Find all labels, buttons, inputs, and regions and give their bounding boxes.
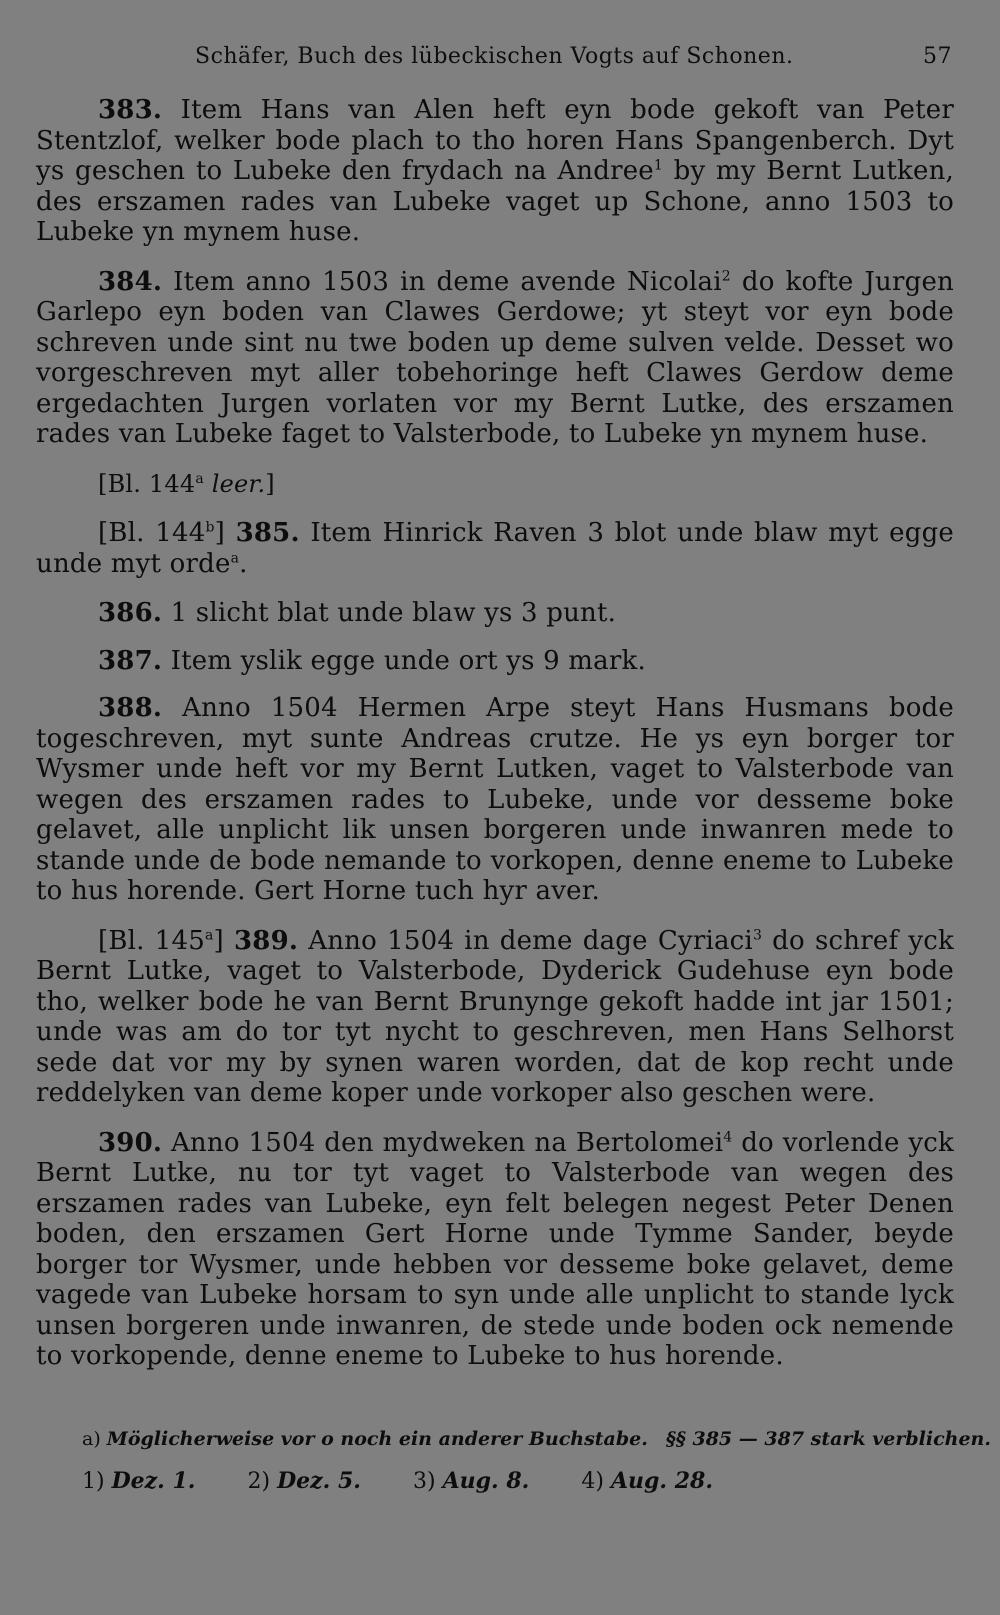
folio-close: ] xyxy=(213,925,224,956)
folio-side: b xyxy=(205,519,215,536)
footnote-ref: 3 xyxy=(752,926,763,943)
entry-390 xyxy=(36,1128,954,1372)
footnote-ref: 4 xyxy=(723,1128,733,1145)
footnotes xyxy=(82,1428,991,1512)
folio-blank-note xyxy=(98,469,954,500)
entry-number: 389. xyxy=(234,925,299,956)
footnote-label: a) xyxy=(82,1428,101,1450)
entry-text: Item Hinrick Raven 3 blot unde blaw myt egge unde myt orde xyxy=(36,518,955,579)
entry-386 xyxy=(36,598,954,629)
footnote-label: 2) xyxy=(247,1469,271,1494)
footnote-text: Dez. 5. xyxy=(277,1468,361,1494)
entry-385 xyxy=(36,518,954,579)
entry-388 xyxy=(36,693,954,907)
entry-387 xyxy=(36,646,954,677)
footnote-label: 3) xyxy=(413,1469,436,1494)
entry-text: Anno 1504 Hermen Arpe steyt Hans Husmans bode togeschreven, myt sunte Andreas crutze. He ys eyn borger tor Wysmer unde heft vor my Bernt Lutken, vaget to Valsterbode van wegen des erszamen rades to Lubeke, unde vor desseme boke gelavet, alle unplicht lik unsen borgeren unde inwanren mede to stande unde de bode nemande to vorkopen, denne eneme to Lubeke to hus horende. Gert Horne tuch hyr aver. xyxy=(36,693,954,906)
running-header xyxy=(0,40,1000,76)
footnote-text: §§ 385 — 387 stark verblichen. xyxy=(666,1428,991,1450)
entry-number: 385. xyxy=(235,518,300,548)
footnote-ref: 1 xyxy=(653,157,663,174)
footnote-text: Aug. 8. xyxy=(442,1468,530,1494)
entry-end: . xyxy=(239,548,248,579)
footnote-date xyxy=(413,1468,529,1494)
header-title: Schäfer, Buch des lübeckischen Vogts auf Schonen. xyxy=(195,44,794,69)
entry-text: Item yslik egge unde ort ys 9 mark. xyxy=(170,645,646,676)
folio-ref: [Bl. 144 xyxy=(98,469,196,498)
entry-number: 387. xyxy=(98,645,163,676)
folio-close: ] xyxy=(214,518,225,548)
entry-number: 390. xyxy=(98,1127,163,1158)
folio-ref: [Bl. 145 xyxy=(98,925,205,956)
entry-number: 383. xyxy=(98,95,163,125)
entry-text: do kofte Jurgen Garlepo eyn boden van Clawes Gerdowe; yt steyt vor eyn bode schreven unde sint nu twe boden up deme sulven velde. Desset wo vorgeschreven myt aller tobehoringe heft Clawes Gerdow deme ergedachten Jurgen vorlaten vor my Bernt Lutke, des erszamen rades van Lubeke faget to Valsterbode, to Lubeke yn mynem huse. xyxy=(36,266,954,449)
entry-384 xyxy=(36,267,954,450)
entry-text: Anno 1504 in deme dage Cyriaci xyxy=(308,925,753,956)
entry-389 xyxy=(36,926,954,1109)
folio-close: ] xyxy=(265,469,275,498)
footnote-text: Aug. 28. xyxy=(610,1468,714,1494)
footnote-text: Möglicherweise vor o noch ein anderer Buchstabe. xyxy=(106,1428,648,1450)
entry-text: Item Hans van Alen heft eyn bode gekoft van Peter Stentzlof, welker bode plach to tho horen Hans Spangenberch. Dyt ys geschen to Lubeke den frydach na Andree xyxy=(36,95,954,186)
entry-text: 1 slicht blat unde blaw ys 3 punt. xyxy=(170,598,617,628)
entry-text: Item anno 1503 in deme avende Nicolai xyxy=(173,266,722,297)
footnote-ref: a xyxy=(230,549,240,566)
entry-number: 386. xyxy=(98,598,163,628)
entry-number: 384. xyxy=(98,266,163,297)
footnote-label: 4) xyxy=(581,1469,604,1494)
entry-text: by my Bernt Lutken, des erszamen rades van Lubeke vaget up Schone, anno 1503 to Lubeke yn mynem huse. xyxy=(36,156,954,247)
folio-ref: [Bl. 144 xyxy=(98,518,206,548)
entry-text: do vorlende yck Bernt Lutke, nu tor tyt vaget to Valsterbode van wegen des erszamen rades van Lubeke, eyn felt belegen negest Peter Denen boden, den erszamen Gert Horne unde Tymme Sander, beyde borger tor Wysmer, unde hebben vor desseme boke gelavet, deme vagede van Lubeke horsam to syn unde alle unplicht to stande lyck unsen borgeren unde inwanren, de stede unde boden ock nemende to vorkopende, denne eneme to Lubeke to hus horende. xyxy=(36,1127,955,1371)
footnote-text: Dez. 1. xyxy=(111,1468,196,1494)
blank-word: leer. xyxy=(211,469,266,498)
entry-number: 388. xyxy=(98,693,163,723)
footnote-label: 1) xyxy=(82,1469,105,1494)
text-body xyxy=(36,95,954,1391)
folio-side: a xyxy=(204,926,214,943)
entry-text: do schref yck Bernt Lutke, vaget to Valsterbode, Dyderick Gudehuse eyn bode tho, welker bode he van Bernt Brunynge gekoft hadde int jar 1501; unde was am do tor tyt nycht to geschreven, men Hans Selhorst sede dat vor my by synen waren worden, dat de kop recht unde reddelyken van deme koper unde vorkoper also geschen were. xyxy=(36,925,955,1108)
footnote-date xyxy=(82,1468,195,1494)
footnote-ref: 2 xyxy=(721,267,731,284)
footnote-date xyxy=(248,1468,361,1494)
page-number: 57 xyxy=(923,44,952,69)
footnote-dates xyxy=(82,1468,962,1494)
folio-side: a xyxy=(195,470,204,487)
entry-383 xyxy=(36,95,954,248)
footnote-date xyxy=(581,1468,713,1494)
entry-text: Anno 1504 den mydweken na Bertolomei xyxy=(170,1127,724,1158)
footnote-a xyxy=(82,1428,991,1450)
